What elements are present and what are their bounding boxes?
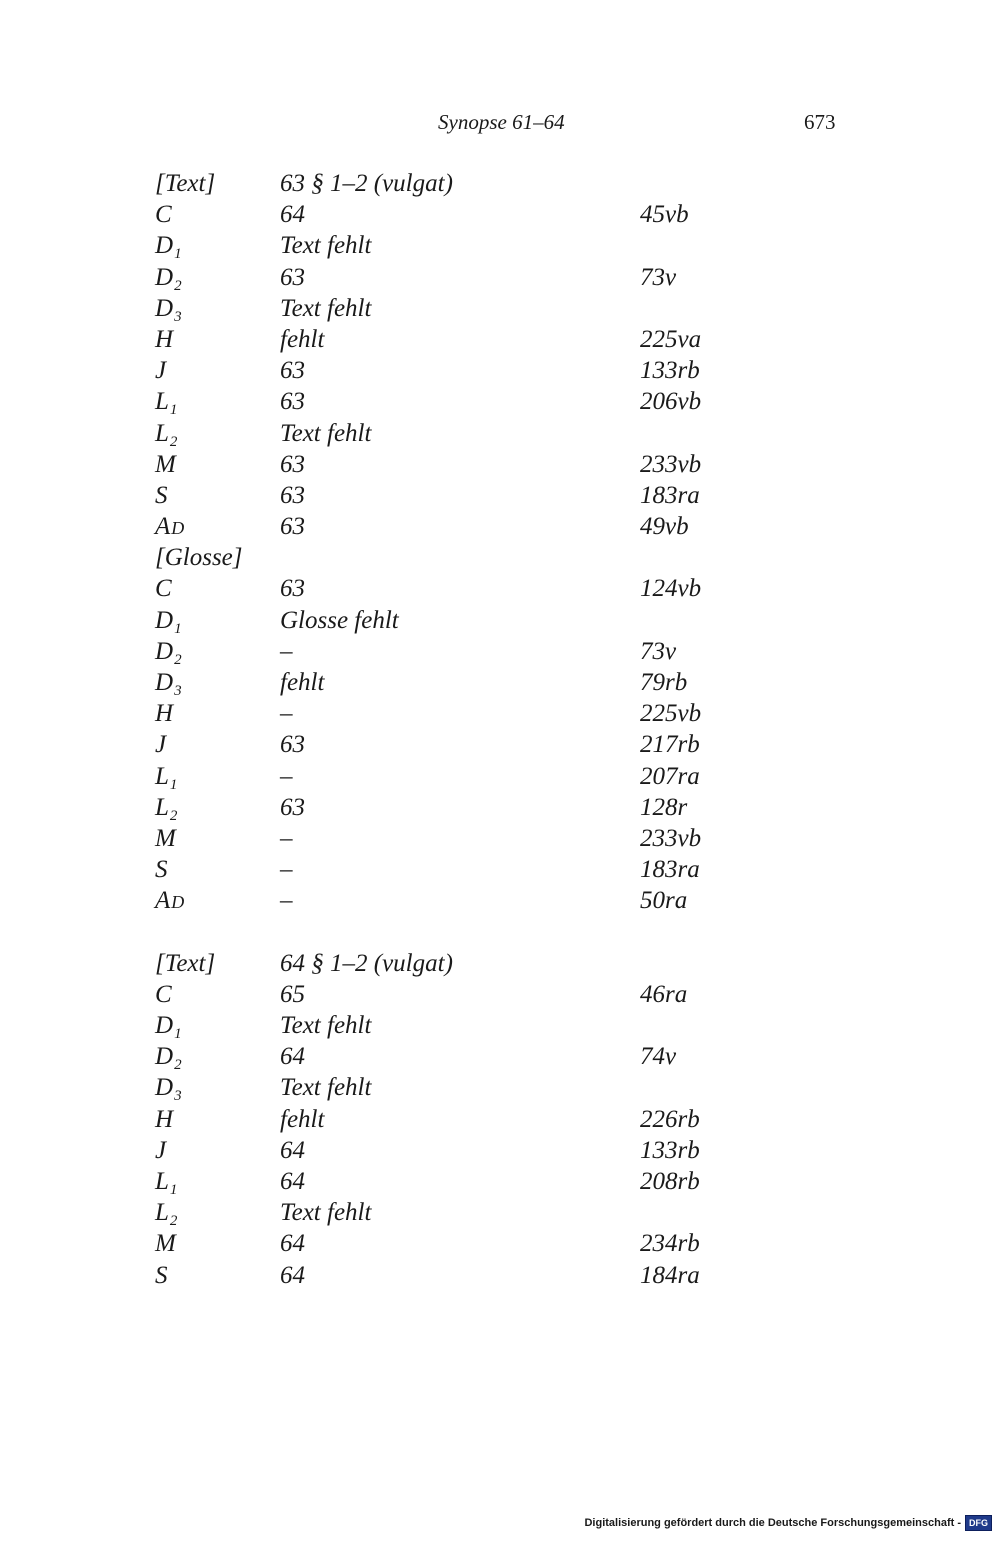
- synopsis-row: [155, 1197, 855, 1228]
- synopsis-row: [155, 698, 855, 729]
- synopsis-row: [155, 511, 855, 542]
- folio-reference: 233vb: [640, 450, 702, 478]
- manuscript-siglum: [155, 792, 177, 827]
- synopsis-row: [155, 1010, 855, 1041]
- folio-reference: 183ra: [640, 481, 700, 509]
- manuscript-siglum: [155, 324, 173, 355]
- folio-reference: 133rb: [640, 357, 700, 385]
- manuscript-siglum: [155, 761, 177, 796]
- siglum-letter: J: [155, 1136, 167, 1164]
- siglum-subscript: 2: [174, 651, 182, 668]
- manuscript-siglum: [155, 480, 168, 511]
- synopsis-row: [155, 230, 855, 261]
- synopsis-table: [155, 168, 855, 1291]
- chapter-reference: 64 § 1–2 (vulgat): [280, 949, 453, 977]
- manuscript-siglum: [155, 355, 166, 386]
- synopsis-row: [155, 1135, 855, 1166]
- manuscript-siglum: [155, 729, 166, 760]
- chapter-reference: 64: [280, 201, 305, 229]
- manuscript-siglum: [155, 1104, 173, 1135]
- siglum-letter: H: [155, 700, 174, 728]
- manuscript-siglum: [155, 1166, 177, 1201]
- chapter-reference: Text fehlt: [280, 232, 372, 260]
- chapter-reference: –: [280, 700, 293, 728]
- chapter-reference: Text fehlt: [280, 1012, 372, 1040]
- folio-reference: 73v: [640, 637, 677, 665]
- siglum-subscript: 2: [174, 1057, 182, 1074]
- siglum-subscript: 1: [169, 1182, 178, 1198]
- synopsis-row: [155, 885, 855, 916]
- synopsis-row: [155, 542, 855, 573]
- siglum-letter: D: [155, 1043, 174, 1071]
- siglum-letter: S: [155, 1261, 168, 1289]
- credit-text: Digitalisierung gefördert durch die Deutsche Forschungsgemeinschaft -: [584, 1517, 961, 1529]
- synopsis-row: [155, 854, 855, 885]
- folio-reference: 234rb: [640, 1230, 700, 1258]
- manuscript-siglum: [155, 293, 182, 328]
- siglum-letter: L: [155, 419, 169, 447]
- synopsis-row: [155, 168, 855, 199]
- manuscript-siglum: [155, 230, 182, 265]
- manuscript-siglum: [155, 823, 176, 854]
- chapter-reference: 64: [280, 1043, 305, 1071]
- manuscript-siglum: [155, 1010, 182, 1045]
- chapter-reference: –: [280, 762, 293, 790]
- synopsis-row: [155, 636, 855, 667]
- manuscript-siglum: [155, 1072, 182, 1107]
- page-number: 673: [804, 110, 836, 134]
- siglum-subscript: 2: [169, 807, 178, 824]
- synopsis-row: [155, 1166, 855, 1197]
- synopsis-row: [155, 948, 855, 979]
- siglum-letter: J: [155, 357, 167, 385]
- siglum-letter: D: [155, 263, 174, 291]
- folio-reference: 225vb: [640, 700, 702, 728]
- chapter-reference: –: [280, 824, 293, 852]
- siglum-subscript: 3: [174, 308, 182, 325]
- chapter-reference: 63: [280, 575, 305, 603]
- chapter-reference: fehlt: [280, 325, 325, 353]
- siglum-subscript: 2: [174, 277, 182, 294]
- running-head: [0, 106, 1000, 138]
- manuscript-siglum: [155, 636, 182, 671]
- siglum-letter: M: [155, 1230, 176, 1258]
- chapter-reference: 64: [280, 1261, 305, 1289]
- synopsis-row: [155, 792, 855, 823]
- synopsis-row: [155, 573, 855, 604]
- synopsis-row: [155, 1104, 855, 1135]
- siglum-subscript: 2: [169, 433, 178, 450]
- siglum-letter: L: [155, 762, 169, 790]
- siglum-letter: D: [155, 1074, 174, 1102]
- synopsis-row: [155, 449, 855, 480]
- manuscript-siglum: [155, 854, 168, 885]
- folio-reference: 124vb: [640, 575, 702, 603]
- running-title: Synopse 61–64: [438, 110, 565, 134]
- siglum-letter: A: [155, 513, 171, 541]
- folio-reference: 74v: [640, 1043, 677, 1071]
- siglum-subscript: 2: [169, 1213, 178, 1230]
- chapter-reference: 63 § 1–2 (vulgat): [280, 170, 453, 197]
- synopsis-row: [155, 418, 855, 449]
- manuscript-siglum: [155, 1228, 176, 1259]
- synopsis-row: [155, 1260, 855, 1291]
- folio-reference: 206vb: [640, 388, 702, 416]
- chapter-reference: Glosse fehlt: [280, 606, 399, 634]
- chapter-reference: 63: [280, 357, 305, 385]
- siglum-letter: L: [155, 388, 169, 416]
- folio-reference: 226rb: [640, 1105, 700, 1133]
- folio-reference: 50ra: [640, 887, 688, 915]
- dfg-logo: DFG: [965, 1515, 992, 1531]
- siglum-subscript: 1: [174, 1026, 182, 1043]
- chapter-reference: 64: [280, 1168, 305, 1195]
- siglum-letter: M: [155, 450, 176, 478]
- manuscript-siglum: [155, 885, 184, 918]
- siglum-subscript: 3: [174, 683, 182, 699]
- siglum-letter: S: [155, 856, 168, 884]
- siglum-letter: H: [155, 325, 174, 353]
- folio-reference: 225va: [640, 325, 702, 353]
- synopsis-row: [155, 729, 855, 760]
- folio-reference: 46ra: [640, 980, 688, 1008]
- siglum-letter: C: [155, 201, 172, 229]
- chapter-reference: 63: [280, 793, 305, 821]
- siglum-subscript: 1: [169, 402, 178, 419]
- manuscript-siglum: [155, 418, 177, 453]
- siglum-smallcap: D: [171, 892, 185, 913]
- siglum-letter: J: [155, 731, 167, 759]
- folio-reference: 49vb: [640, 513, 689, 541]
- siglum-subscript: 1: [169, 776, 178, 793]
- manuscript-siglum: [155, 1135, 166, 1166]
- manuscript-siglum: [155, 1260, 168, 1291]
- folio-reference: 73v: [640, 263, 677, 291]
- synopsis-row: [155, 386, 855, 417]
- chapter-reference: 64: [280, 1230, 305, 1258]
- siglum-letter: L: [155, 793, 169, 821]
- synopsis-row: [155, 355, 855, 386]
- siglum-subscript: 1: [174, 246, 182, 263]
- chapter-reference: –: [280, 637, 293, 665]
- chapter-reference: –: [280, 887, 293, 915]
- synopsis-row: [155, 262, 855, 293]
- siglum-letter: [Text]: [155, 170, 216, 197]
- manuscript-siglum: [155, 1041, 182, 1076]
- folio-reference: 133rb: [640, 1136, 700, 1164]
- siglum-letter: D: [155, 637, 174, 665]
- folio-reference: 217rb: [640, 731, 700, 759]
- chapter-reference: 65: [280, 980, 305, 1008]
- manuscript-siglum: [155, 262, 182, 297]
- siglum-letter: [Glosse]: [155, 544, 243, 572]
- siglum-letter: H: [155, 1105, 174, 1133]
- siglum-letter: A: [155, 887, 171, 915]
- siglum-letter: D: [155, 294, 174, 322]
- siglum-letter: D: [155, 606, 174, 634]
- chapter-reference: Text fehlt: [280, 1074, 372, 1102]
- chapter-reference: 63: [280, 481, 305, 509]
- synopsis-row: [155, 823, 855, 854]
- chapter-reference: Text fehlt: [280, 1199, 372, 1227]
- siglum-letter: C: [155, 980, 172, 1008]
- siglum-letter: L: [155, 1168, 169, 1195]
- chapter-reference: –: [280, 856, 293, 884]
- siglum-letter: D: [155, 1012, 174, 1040]
- manuscript-siglum: [155, 948, 215, 979]
- siglum-smallcap: D: [171, 518, 185, 539]
- folio-reference: 45vb: [640, 201, 689, 229]
- folio-reference: 233vb: [640, 824, 702, 852]
- synopsis-row: [155, 1228, 855, 1259]
- chapter-reference: 63: [280, 450, 305, 478]
- siglum-subscript: 3: [174, 1088, 182, 1105]
- chapter-reference: 64: [280, 1136, 305, 1164]
- siglum-letter: D: [155, 669, 174, 696]
- chapter-reference: 63: [280, 513, 305, 541]
- chapter-reference: fehlt: [280, 1105, 325, 1133]
- folio-reference: 128r: [640, 793, 688, 821]
- manuscript-siglum: [155, 698, 173, 729]
- chapter-reference: 63: [280, 388, 305, 416]
- synopsis-row: [155, 480, 855, 511]
- folio-reference: 183ra: [640, 856, 700, 884]
- chapter-reference: 63: [280, 263, 305, 291]
- manuscript-siglum: [155, 605, 182, 640]
- manuscript-siglum: [155, 449, 176, 480]
- synopsis-row: [155, 761, 855, 792]
- siglum-letter: C: [155, 575, 172, 603]
- folio-reference: 208rb: [640, 1168, 700, 1195]
- digitization-credit: [584, 1514, 992, 1532]
- blank-line: [155, 917, 855, 948]
- siglum-letter: M: [155, 824, 176, 852]
- siglum-letter: D: [155, 232, 174, 260]
- synopsis-row: [155, 1072, 855, 1103]
- manuscript-siglum: [155, 511, 184, 544]
- manuscript-siglum: [155, 979, 172, 1010]
- synopsis-row: [155, 667, 855, 698]
- synopsis-row: [155, 1041, 855, 1072]
- manuscript-siglum: [155, 1197, 177, 1232]
- chapter-reference: Text fehlt: [280, 294, 372, 322]
- synopsis-row: [155, 199, 855, 230]
- siglum-subscript: 1: [174, 620, 182, 637]
- synopsis-row: [155, 979, 855, 1010]
- folio-reference: 184ra: [640, 1261, 700, 1289]
- manuscript-siglum: [155, 667, 182, 702]
- chapter-reference: fehlt: [280, 669, 325, 696]
- manuscript-siglum: [155, 573, 172, 604]
- manuscript-siglum: [155, 168, 215, 199]
- synopsis-row: [155, 293, 855, 324]
- manuscript-siglum: [155, 386, 177, 421]
- chapter-reference: 63: [280, 731, 305, 759]
- folio-reference: 79rb: [640, 669, 688, 696]
- manuscript-siglum: [155, 542, 243, 573]
- siglum-letter: S: [155, 481, 168, 509]
- folio-reference: 207ra: [640, 762, 700, 790]
- synopsis-row: [155, 324, 855, 355]
- manuscript-siglum: [155, 199, 172, 230]
- synopsis-row: [155, 605, 855, 636]
- siglum-letter: [Text]: [155, 949, 216, 977]
- siglum-letter: L: [155, 1199, 169, 1227]
- chapter-reference: Text fehlt: [280, 419, 372, 447]
